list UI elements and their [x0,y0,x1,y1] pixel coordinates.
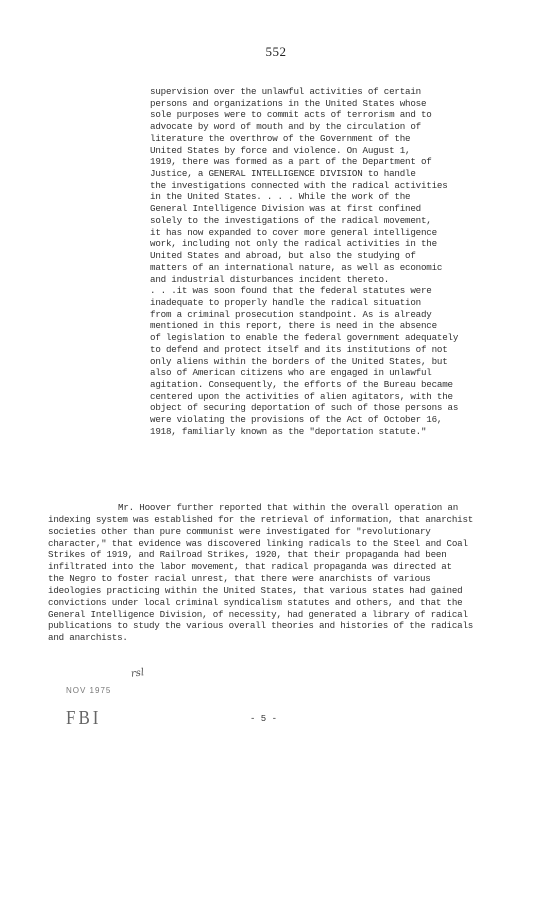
quote-line: mentioned in this report, there is need in the absence [150,320,437,332]
quote-line: the investigations connected with the radical activities [150,179,448,191]
body-line: the Negro to foster racial unrest, that there were anarchists of various [48,573,431,585]
block-quote [150,86,480,438]
body-line: societies other than pure communist were investigated for "revolutionary [48,525,431,537]
body-line: Strikes of 1919, and Railroad Strikes, 1920, that their propaganda had been [48,549,447,561]
quote-line: only aliens within the borders of the United States, but [150,355,448,367]
fbi-stamp: FBI [66,706,102,729]
quote-line: 1918, familiarly known as the "deportation statute." [150,425,427,437]
quote-line: United States and abroad, but also the studying of [150,250,416,262]
quote-line: work, including not only the radical activities in the [150,238,437,250]
quote-line: matters of an international nature, as well as economic [150,261,443,273]
page-number-top: 552 [265,44,287,59]
quote-line: object of securing deportation of such of those persons as [150,402,459,414]
quote-line: literature the overthrow of the Government of the [150,132,411,144]
body-line: Mr. Hoover further reported that within the overall operation an [118,502,459,513]
body-line: publications to study the various overall theories and histories of the radicals [48,620,474,632]
quote-line: supervision over the unlawful activities of certain [150,86,421,97]
quote-line: to defend and protect itself and its institutions of not [150,343,448,355]
quote-line: persons and organizations in the United States whose [150,97,427,109]
quote-line: centered upon the activities of alien agitators, with the [150,390,453,402]
quote-line: also of American citizens who are engaged in unlawful [150,367,432,379]
quote-line: agitation. Consequently, the efforts of the Bureau became [150,378,453,390]
quote-line: advocate by word of mouth and by the circulation of [150,121,421,133]
quote-line: in the United States. . . . While the work of the [150,191,411,203]
body-line: infiltrated into the labor movement, that radical propaganda was directed at [48,561,452,573]
quote-line: . . .it was soon found that the federal statutes were [150,285,432,297]
date-stamp: NOV 1975 [66,686,112,695]
quote-line: United States by force and violence. On August 1, [150,144,411,156]
body-line: General Intelligence Division, of necessity, had generated a library of radical [48,608,468,620]
quote-line: and industrial disturbances incident thereto. [150,273,390,285]
body-line: ideologies practicing within the United States, that various states had gained [48,584,463,596]
quote-line: from a criminal prosecution standpoint. As is already [150,308,432,320]
body-line: and anarchists. [48,632,128,644]
quote-line: of legislation to enable the federal government adequately [150,332,459,344]
quote-line: General Intelligence Division was at first confined [150,203,421,215]
quote-line: Justice, a GENERAL INTELLIGENCE DIVISION to handle [150,168,416,180]
page-number-bottom: - 5 - [250,714,278,724]
quote-line: 1919, there was formed as a part of the Department of [150,156,432,168]
body-line: convictions under local criminal syndicalism statutes and others, and that the [48,596,463,608]
body-paragraph [48,502,518,644]
quote-line: sole purposes were to commit acts of terrorism and to [150,109,432,121]
handwritten-initials: rsl [130,667,145,680]
body-line: indexing system was established for the retrieval of information, that anarchist [48,513,474,525]
quote-line: solely to the investigations of the radical movement, [150,214,432,226]
quote-line: it has now expanded to cover more general intelligence [150,226,437,238]
body-line: character," that evidence was discovered linking radicals to the Steel and Coal [48,537,468,549]
quote-line: inadequate to properly handle the radical situation [150,296,421,308]
quote-line: were violating the provisions of the Act of October 16, [150,414,443,426]
